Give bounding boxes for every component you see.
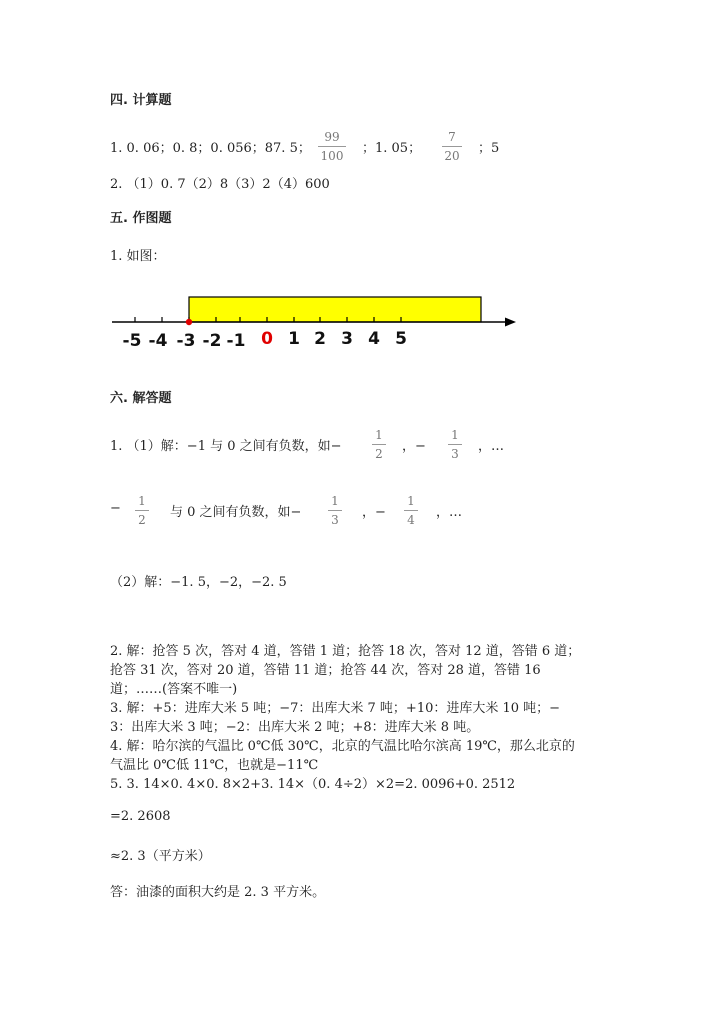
answer-q3-line1: 3. 解：+5：进库大米 5 吨；−7：出库大米 7 吨；+10：进库大米 10 吨；−: [110, 701, 561, 716]
fraction-denominator: 20: [444, 149, 460, 163]
answer-q1a-sep: ，−: [402, 439, 426, 454]
answer-q1b-ellipsis: ，…: [436, 505, 463, 520]
fraction-1-3: [328, 494, 342, 527]
tick-label: -5: [122, 331, 142, 351]
fraction-numerator: 1: [451, 428, 459, 442]
tick-label: 1: [288, 329, 300, 349]
fraction-numerator: 7: [448, 130, 456, 144]
fraction-numerator: 1: [138, 494, 146, 508]
tick-label: -4: [148, 331, 168, 351]
section-title-answers: 六. 解答题: [110, 391, 172, 406]
fraction-denominator: 3: [331, 513, 339, 527]
fraction-denominator: 3: [451, 447, 459, 461]
answer-q2-line3: 道；……(答案不唯一): [110, 682, 238, 697]
answer-q1b-mid: 与 0 之间有负数，如−: [170, 505, 302, 520]
answer-q5-line1: 5. 3. 14×0. 4×0. 8×2+3. 14×（0. 4÷2）×2=2. 0096+0. 2512: [110, 777, 516, 792]
tick-label-zero: 0: [261, 329, 273, 349]
fraction-numerator: 1: [331, 494, 339, 508]
calc-q1-mid: ；1. 05；: [362, 141, 422, 156]
fraction-99-100: [318, 130, 346, 163]
tick-label: -1: [226, 331, 246, 351]
fraction-1-3: [448, 428, 462, 461]
fraction-denominator: 4: [407, 513, 415, 527]
fraction-denominator: 100: [320, 149, 344, 163]
answer-q1b-sep: ，−: [362, 505, 386, 520]
fraction-denominator: 2: [138, 513, 146, 527]
tick-label: 3: [341, 329, 353, 349]
answer-q5-conclusion: 答：油漆的面积大约是 2. 3 平方米。: [110, 885, 326, 900]
tick-label: 5: [395, 329, 407, 349]
answer-q1c: （2）解：−1. 5，−2，−2. 5: [110, 575, 287, 590]
section-title-calculation: 四. 计算题: [110, 93, 172, 108]
fraction-1-2: [135, 494, 149, 527]
fraction-denominator: 2: [375, 447, 383, 461]
start-point-marker: [186, 319, 192, 325]
calc-q2: 2. （1）0. 7（2）8（3）2（4）600: [110, 177, 330, 192]
answer-q4-line1: 4. 解：哈尔滨的气温比 0℃低 30℃，北京的气温比哈尔滨高 19℃，那么北京的: [110, 739, 575, 754]
fraction-7-20: [442, 130, 462, 163]
tick-label: -2: [202, 331, 222, 351]
fraction-1-4: [404, 494, 418, 527]
answer-q4-line2: 气温比 0℃低 11℃，也就是−11℃: [110, 758, 319, 773]
axis-arrow-icon: [505, 318, 516, 327]
answer-q5-line2: =2. 2608: [110, 809, 171, 824]
highlight-rectangle: [189, 297, 481, 322]
answer-q1b-prefix: −: [110, 501, 121, 516]
answer-q2-line2: 抢答 31 次，答对 20 道，答错 11 道；抢答 44 次，答对 28 道，答错 16: [110, 663, 541, 678]
fraction-numerator: 99: [324, 130, 340, 144]
answer-q1a-prefix: 1. （1）解：−1 与 0 之间有负数，如−: [110, 439, 342, 454]
fraction-numerator: 1: [407, 494, 415, 508]
drawing-q1: 1. 如图：: [110, 249, 166, 264]
tick-label: 2: [314, 329, 326, 349]
answer-q5-line3: ≈2. 3（平方米）: [110, 849, 211, 864]
fraction-numerator: 1: [375, 428, 383, 442]
answer-q1a-ellipsis: ，…: [478, 439, 505, 454]
fraction-1-2: [372, 428, 386, 461]
number-line-figure: [100, 286, 530, 356]
answer-q3-line2: 3：出库大米 3 吨；−2：出库大米 2 吨；+8：进库大米 8 吨。: [110, 720, 480, 735]
calc-q1-end: ；5: [478, 141, 500, 156]
calc-q1-prefix: 1. 0. 06；0. 8；0. 056；87. 5；: [110, 141, 311, 156]
tick-label: -3: [176, 331, 196, 351]
answer-q2-line1: 2. 解：抢答 5 次，答对 4 道，答错 1 道；抢答 18 次，答对 12 道，答错 6 道；: [110, 644, 581, 659]
section-title-drawing: 五. 作图题: [110, 211, 172, 226]
tick-label: 4: [368, 329, 380, 349]
